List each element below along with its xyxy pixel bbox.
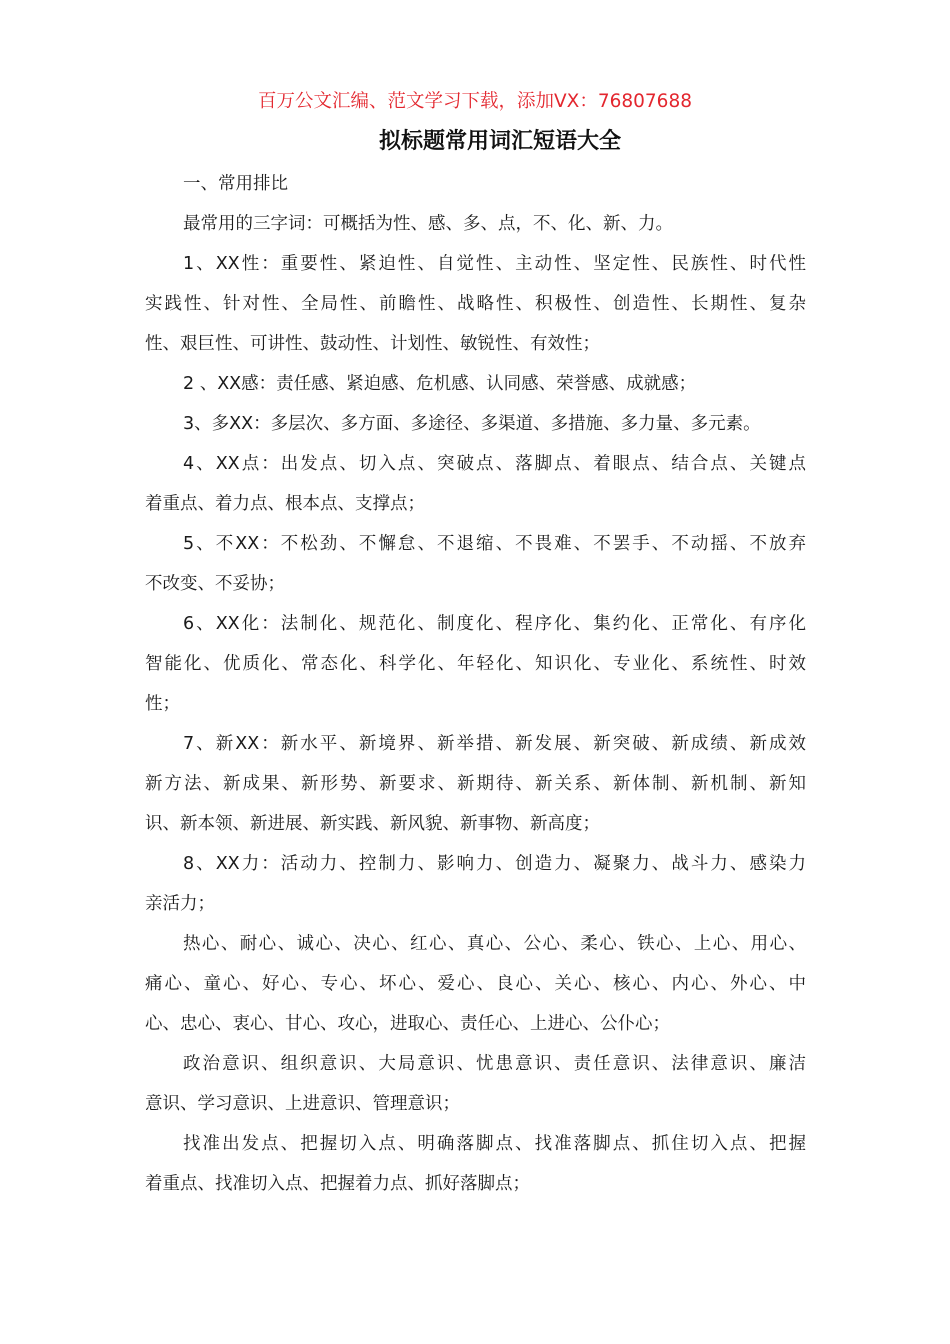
paragraph [145,204,806,244]
paragraph-line: 8、XX力：活动力、控制力、影响力、创造力、凝聚力、战斗力、感染力 [183,854,806,874]
paragraph-line: 2 、XX感：责任感、紧迫感、危机感、认同感、荣誉感、成就感； [183,374,697,394]
paragraph [145,924,806,1044]
paragraph-line: 5、不XX：不松劲、不懈怠、不退缩、不畏难、不罢手、不动摇、不放弃 [183,534,806,554]
paragraph-line: 7、新XX：新水平、新境界、新举措、新发展、新突破、新成绩、新成效 [183,734,806,754]
paragraph-line: 智能化、优质化、常态化、科学化、年轻化、知识化、专业化、系统性、时效 [145,654,806,674]
paragraph-line: 心、忠心、衷心、甘心、攻心，进取心、责任心、上进心、公仆心； [145,1014,670,1034]
document-title: 拟标题常用词汇短语大全 [378,129,621,154]
paragraph-line: 意识、学习意识、上进意识、管理意识； [145,1094,460,1114]
paragraph-line: 不改变、不妥协； [145,574,285,594]
paragraph-line: 最常用的三字词：可概括为性、感、多、点，不、化、新、力。 [183,214,673,234]
paragraph-line: 热心、耐心、诚心、决心、红心、真心、公心、柔心、铁心、上心、用心、 [183,934,806,954]
paragraph [145,1124,806,1204]
paragraph-line: 6、XX化：法制化、规范化、制度化、程序化、集约化、正常化、有序化 [183,614,806,634]
paragraph-line: 着重点、着力点、根本点、支撑点； [145,494,425,514]
paragraph [145,844,806,924]
paragraph-line: 找准出发点、把握切入点、明确落脚点、找准落脚点、抓住切入点、把握 [183,1134,806,1154]
paragraph-line: 性、艰巨性、可讲性、鼓动性、计划性、敏锐性、有效性； [145,334,600,354]
paragraph [145,1044,806,1124]
paragraph-line: 实践性、针对性、全局性、前瞻性、战略性、积极性、创造性、长期性、复杂 [145,294,806,314]
paragraph [145,524,806,604]
paragraph-line: 3、多XX：多层次、多方面、多途径、多渠道、多措施、多力量、多元素。 [183,414,761,434]
paragraph-line: 1、XX性：重要性、紧迫性、自觉性、主动性、坚定性、民族性、时代性 [183,254,806,274]
paragraph-line: 亲活力； [145,894,215,914]
paragraph [145,404,806,444]
document-body [145,164,806,1204]
paragraph-line: 着重点、找准切入点、把握着力点、抓好落脚点； [145,1174,530,1194]
paragraph-line: 性； [145,694,180,714]
paragraph-line: 政治意识、组织意识、大局意识、忧患意识、责任意识、法律意识、廉洁 [183,1054,806,1074]
paragraph-line: 新方法、新成果、新形势、新要求、新期待、新关系、新体制、新机制、新知 [145,774,806,794]
paragraph [145,604,806,724]
watermark-banner: 百万公文汇编、范文学习下载，添加VX：76807688 [258,91,692,112]
paragraph [145,444,806,524]
paragraph-line: 识、新本领、新进展、新实践、新风貌、新事物、新高度； [145,814,600,834]
paragraph [145,164,806,204]
paragraph-line: 一、常用排比 [183,174,288,194]
paragraph [145,724,806,844]
paragraph-line: 4、XX点：出发点、切入点、突破点、落脚点、着眼点、结合点、关键点 [183,454,806,474]
paragraph [145,364,806,404]
paragraph-line: 痛心、童心、好心、专心、坏心、爱心、良心、关心、核心、内心、外心、中 [145,974,806,994]
paragraph [145,244,806,364]
